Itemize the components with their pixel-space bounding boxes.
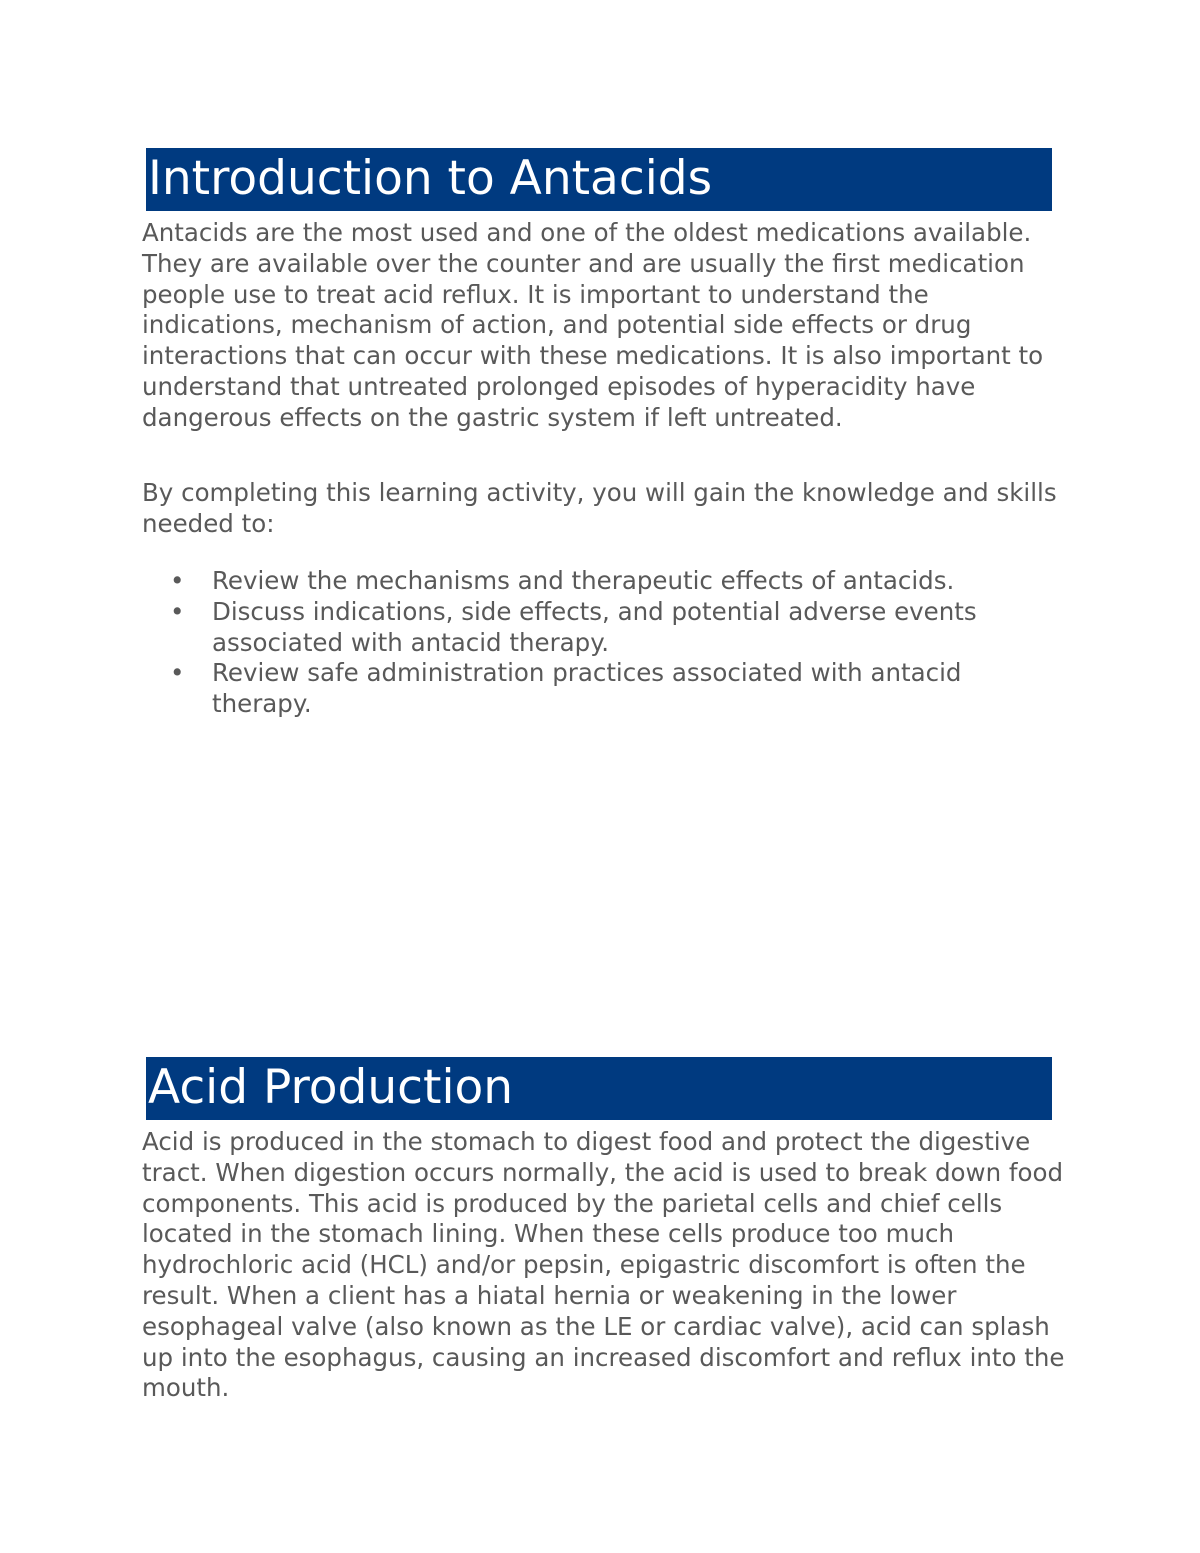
list-item [170,658,1060,720]
section-heading-introduction: Introduction to Antacids [146,148,1052,211]
list-item [170,566,1060,597]
objectives-lead-text: By completing this learning activity, you will gain the knowledge and skills needed to: [142,478,1057,538]
bullet-icon: • [170,658,185,688]
section-heading-acid-production: Acid Production [146,1057,1052,1120]
list-item [170,597,1060,659]
objectives-list [170,566,1060,720]
objective-text: Review the mechanisms and therapeutic effects of antacids. [212,566,955,595]
bullet-icon: • [170,596,185,626]
bullet-icon: • [170,566,185,595]
intro-paragraph: Antacids are the most used and one of the oldest medications available. They are available over the counter and are usually the first medication people use to treat acid reflux. It is important to understand the indications, mechanism of action, and potential side effects or drug interactions that can occur with these medications. It is also important to understand that untreated prolonged episodes of hyperacidity have dangerous effects on the gastric system if left untreated. [142,218,1044,432]
acid-production-paragraph: Acid is produced in the stomach to digest food and protect the digestive tract. When digestion occurs normally, the acid is used to break down food components. This acid is produced by the parietal cells and chief cells located in the stomach lining. When these cells produce too much hydrochloric acid (HCL) and/or pepsin, epigastric discomfort is often the result. When a client has a hiatal hernia or weakening in the lower esophageal valve (also known as the LE or cardiac valve), acid can splash up into the esophagus, causing an increased discomfort and reflux into the mouth. [142,1127,1065,1403]
objective-text: Review safe administration practices associated with antacid therapy. [212,658,962,719]
objective-text: Discuss indications, side effects, and potential adverse events associated with antacid therapy. [212,596,977,657]
